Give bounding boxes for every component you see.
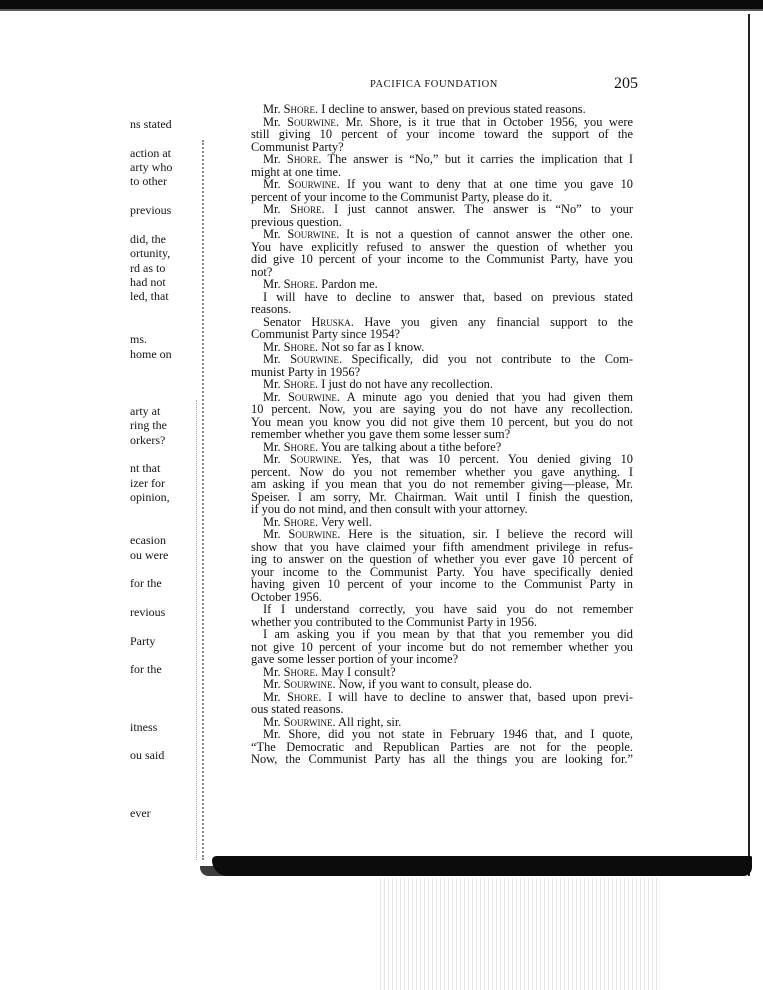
text-run: Speiser. I am sorry, Mr. Chairman. Wait until I finish the question,: [251, 489, 633, 504]
text-run: . I just cannot answer. The answer is “No” to your: [321, 202, 633, 216]
text-run: having given 10 percent of your income to the Communist Party in: [251, 577, 633, 591]
text-run: if you do not mind, and then consult with your attorney.: [251, 502, 528, 516]
text-run: Mr.: [263, 714, 284, 729]
speaker-name: Sourwine: [289, 452, 339, 466]
text-run: munist Party in 1956?: [251, 364, 361, 379]
page-number: 205: [614, 75, 638, 92]
margin-fragment: action at: [130, 145, 171, 160]
text-run: . Now, if you want to consult, please do.: [332, 677, 533, 691]
margin-fragment: arty who: [130, 160, 173, 175]
margin-fragment: opinion,: [130, 490, 170, 505]
facing-page-margin: [0, 14, 200, 864]
margin-fragment: previous: [130, 203, 172, 218]
margin-fragment: ns stated: [130, 117, 172, 131]
speaker-name: Shore: [283, 439, 316, 454]
margin-fragment: for the: [130, 662, 162, 677]
text-run: whether you contributed to the Communist Party in 1956.: [251, 614, 537, 629]
speaker-name: Shore: [283, 277, 316, 291]
text-run: Mr.: [263, 339, 284, 354]
text-run: 10 percent. Now, you are saying you do not have any recollection.: [251, 402, 633, 416]
margin-fragment: home on: [130, 346, 172, 361]
text-run: “The Democratic and Republican Parties are not for the people.: [251, 739, 633, 754]
text-run: Communist Party?: [251, 139, 344, 154]
speaker-name: Shore: [283, 664, 316, 679]
text-run: . Very well.: [315, 514, 372, 529]
text-run: If I understand correctly, you have said you do not remember: [263, 602, 633, 616]
speaker-name: Shore: [290, 202, 322, 216]
text-run: . The answer is “No,” but it carries the implication that I: [318, 152, 633, 166]
text-run: October 1956.: [251, 589, 322, 604]
margin-fragment: ortunity,: [130, 246, 171, 261]
margin-fragment: ecasion: [130, 533, 166, 548]
page-fold-shadow-inner: [196, 400, 198, 860]
text-run: Mr.: [263, 277, 284, 291]
margin-fragment: orkers?: [130, 432, 166, 447]
text-line: [251, 291, 633, 304]
text-run: . Pardon me.: [315, 277, 378, 291]
text-run: . May I consult?: [315, 664, 396, 679]
text-run: Mr.: [263, 452, 290, 466]
text-run: . Not so far as I know.: [315, 339, 425, 354]
margin-fragment: did, the: [130, 231, 166, 246]
margin-fragment: revious: [130, 604, 166, 619]
text-run: . I just do not have any recollection.: [315, 377, 493, 391]
text-run: . Mr. Shore, is it true that in October 1956, you were: [335, 114, 634, 129]
text-run: your income to the Communist Party. You have specifically denied: [251, 564, 633, 579]
speaker-name: Shore: [283, 514, 316, 529]
scan-bottom-shadow-main: [212, 856, 752, 876]
text-run: show that you have claimed your fifth amendment privilege in refus-: [251, 539, 633, 554]
margin-fragment: ou said: [130, 748, 165, 763]
text-run: Mr.: [263, 102, 284, 116]
margin-fragment: led, that: [130, 289, 169, 304]
text-run: Senator: [263, 314, 312, 329]
running-header: PACIFICA FOUNDATION: [370, 79, 498, 90]
text-run: Mr.: [263, 527, 289, 541]
text-run: . Yes, that was 10 percent. You denied giving 10: [338, 452, 633, 466]
text-line: [251, 753, 633, 766]
text-run: Mr.: [263, 177, 288, 191]
text-run: . If you want to deny that at one time you gave 10: [336, 177, 634, 191]
text-run: I am asking you if you mean by that that you remember you did: [263, 627, 633, 641]
speaker-name: Sourwine: [287, 177, 337, 191]
text-run: remember whether you gave them some lesser sum?: [251, 427, 511, 441]
text-run: . I decline to answer, based on previous stated reasons.: [315, 102, 586, 116]
text-run: . Here is the situation, sir. I believe the record will: [337, 527, 633, 541]
speaker-name: Shore: [283, 102, 316, 116]
text-run: . Have you given any financial support to the: [350, 314, 633, 329]
speaker-name: Sourwine: [288, 527, 338, 541]
text-run: gave some lesser portion of your income?: [251, 652, 459, 666]
margin-fragment: rd as to: [130, 260, 166, 275]
text-run: You mean you know you did not give them 10 percent, but you do not: [251, 414, 633, 429]
text-run: Mr. Shore, did you not state in February 1946 that, and I quote,: [263, 727, 633, 741]
text-run: Now, the Communist Party has all the things you are looking for.”: [251, 752, 633, 766]
margin-fragment: ou were: [130, 547, 169, 562]
text-run: Mr.: [263, 689, 287, 704]
text-run: might at one time.: [251, 164, 342, 179]
text-run: . A minute ago you denied that you had given them: [336, 389, 634, 404]
text-run: . You are talking about a tithe before?: [315, 439, 502, 454]
text-run: Mr.: [263, 664, 284, 679]
speaker-name: Sourwine: [290, 352, 339, 366]
margin-fragment: Party: [130, 633, 156, 648]
text-run: did give 10 percent of your income to the Communist Party, have you: [251, 252, 633, 266]
margin-fragment: ms.: [130, 332, 148, 347]
margin-fragment: izer for: [130, 475, 165, 490]
page-right-edge: [748, 14, 750, 876]
text-run: . It is not a question of cannot answer the other one.: [336, 227, 634, 241]
text-run: not?: [251, 264, 273, 279]
text-run: Mr.: [263, 227, 288, 241]
text-run: Mr.: [263, 514, 284, 529]
text-run: Mr.: [263, 389, 288, 404]
scan-top-border-shadow: [0, 9, 763, 11]
text-run: not give 10 percent of your income but do not remember whether you: [251, 639, 633, 654]
text-run: Mr.: [263, 377, 284, 391]
text-run: Mr.: [263, 352, 291, 366]
page-fold-shadow: [202, 140, 206, 860]
speaker-name: Sourwine: [283, 714, 333, 729]
speaker-name: Sourwine: [287, 114, 336, 129]
testimony-text: [251, 103, 633, 766]
margin-fragment: arty at: [130, 404, 161, 418]
text-line: [251, 253, 633, 266]
margin-fragment: ring the: [130, 418, 167, 433]
scan-noise-artifact: [380, 878, 660, 990]
text-run: percent. Now do you not remember whether you gave anything. I: [251, 464, 633, 479]
speaker-name: Hruska: [311, 314, 351, 329]
speaker-name: Sourwine: [287, 227, 337, 241]
text-run: Mr.: [263, 439, 284, 454]
text-run: . All right, sir.: [332, 714, 402, 729]
speaker-name: Shore: [283, 377, 316, 391]
speaker-name: Shore: [286, 152, 319, 166]
margin-fragment: ever: [130, 805, 151, 820]
text-run: ing to answer on the question of whether you ever gave 10 percent of: [251, 552, 633, 566]
text-run: still giving 10 percent of your income toward the support of the: [251, 127, 633, 141]
text-run: percent of your income to the Communist Party, please do it.: [251, 189, 553, 204]
text-run: . I will have to decline to answer that, based upon previ-: [318, 689, 633, 704]
margin-fragment: for the: [130, 576, 162, 591]
margin-fragment: nt that: [130, 461, 161, 476]
text-run: Mr.: [263, 202, 291, 216]
speaker-name: Sourwine: [287, 389, 337, 404]
margin-fragment: to other: [130, 174, 167, 189]
text-run: reasons.: [251, 302, 292, 316]
speaker-name: Shore: [286, 689, 319, 704]
margin-fragment: had not: [130, 274, 166, 289]
speaker-name: Shore: [283, 339, 316, 354]
text-run: You have explicitly refused to answer the question of whether you: [251, 239, 633, 254]
text-run: . Specifically, did you not contribute to the Com-: [338, 352, 633, 366]
text-run: Mr.: [263, 677, 284, 691]
text-run: Mr.: [263, 114, 288, 129]
text-run: ous stated reasons.: [251, 702, 344, 716]
scan-top-border: [0, 0, 763, 9]
speaker-name: Sourwine: [283, 677, 333, 691]
text-run: am asking if you mean that you do not remember giving—please, Mr.: [251, 477, 633, 491]
text-run: I will have to decline to answer that, based on previous stated: [263, 289, 633, 304]
text-run: Mr.: [263, 152, 287, 166]
text-run: Communist Party since 1954?: [251, 327, 401, 341]
margin-fragment: itness: [130, 719, 158, 734]
text-run: previous question.: [251, 214, 342, 229]
